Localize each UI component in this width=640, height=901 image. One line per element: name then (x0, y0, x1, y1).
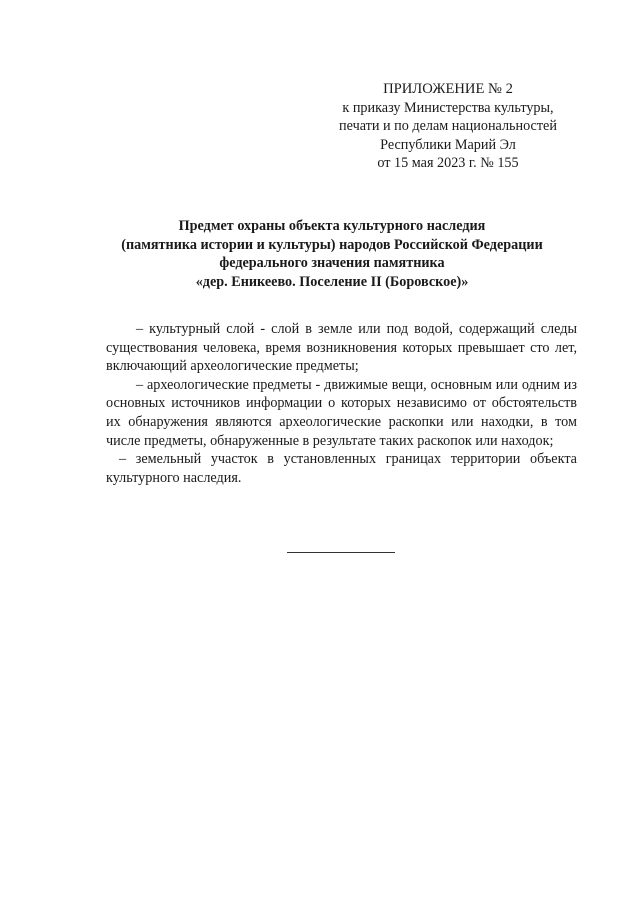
appendix-title: ПРИЛОЖЕНИЕ № 2 (383, 81, 513, 97)
appendix-line: к приказу Министерства культуры, (342, 99, 554, 116)
list-item: – земельный участок в установленных границах территории объекта культурного наследия. (106, 451, 577, 486)
list-item: – культурный слой - слой в земле или под водой, содержащий следы существования человека, время возникновения которых превышает сто лет, включающий археологические предметы; (106, 321, 577, 375)
document-title (100, 217, 564, 291)
appendix-date-line: от 15 мая 2023 г. № 155 (377, 155, 519, 172)
title-line: «дер. Еникеево. Поселение II (Боровское)» (195, 273, 469, 290)
document-body (106, 320, 577, 487)
title-line: (памятника истории и культуры) народов Российской Федерации (121, 236, 543, 253)
list-item: – археологические предметы - движимые вещи, основным или одним из основных источников информации о которых независимо от обстоятельств их обнаружения являются археологические раскопки или находки, в том числе предметы, обнаруженные в результате таких раскопок или находок; (106, 376, 577, 449)
appendix-line: Республики Марий Эл (380, 136, 516, 153)
title-line: федерального значения памятника (219, 255, 445, 272)
appendix-line: печати и по делам национальностей (339, 118, 557, 135)
separator-line (287, 552, 395, 553)
title-line: Предмет охраны объекта культурного наследия (178, 218, 486, 234)
appendix-header (320, 80, 576, 173)
